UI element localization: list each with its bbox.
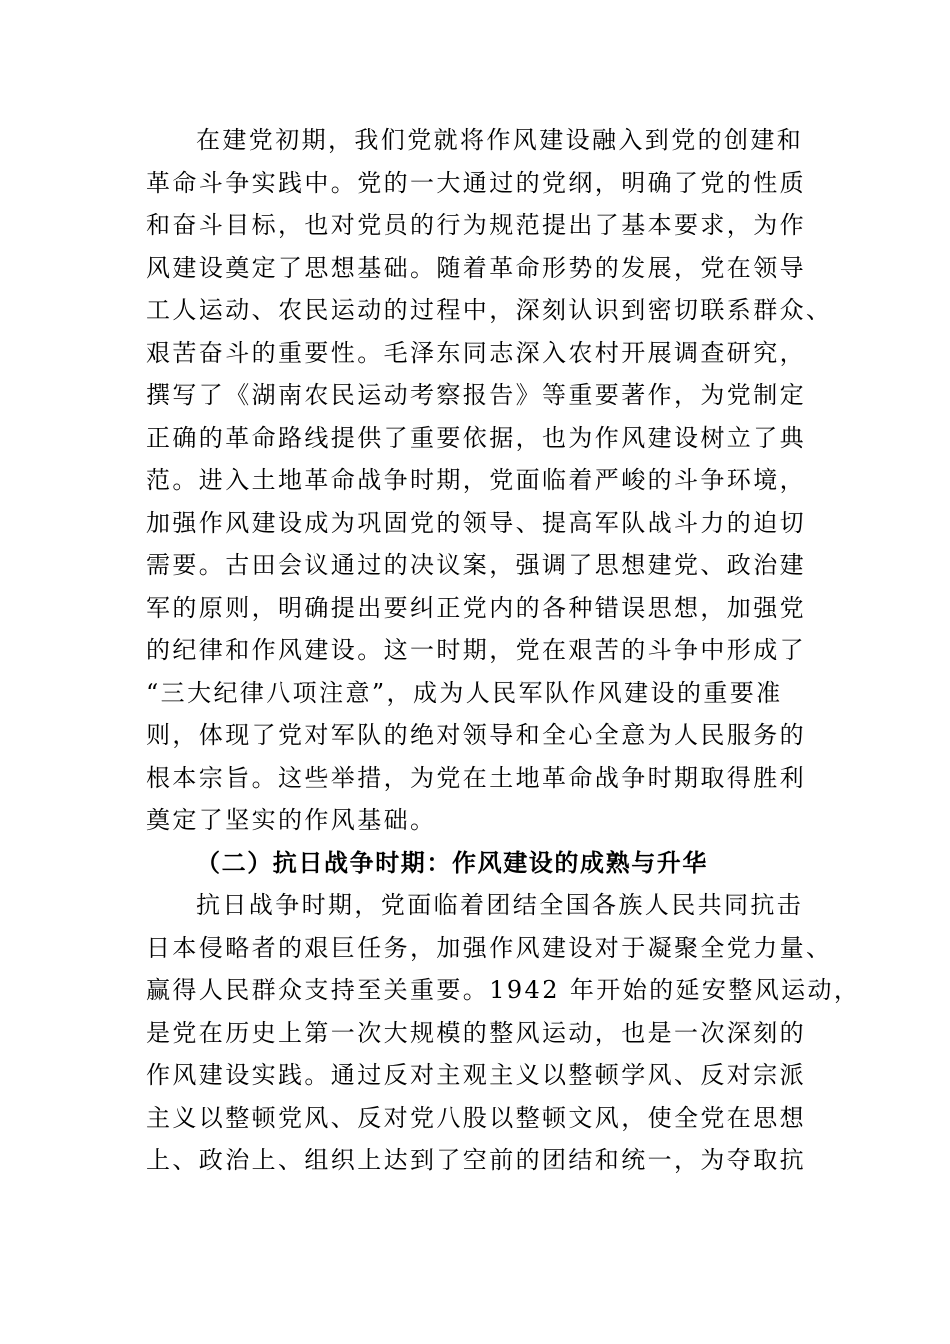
- paragraph-2: [146, 884, 861, 1182]
- paragraph-line: 范。进入土地革命战争时期，党面临着严峻的斗争环境，: [146, 466, 806, 494]
- paragraph-line: 则，体现了党对军队的绝对领导和全心全意为人民服务的: [146, 721, 806, 749]
- paragraph-line: 撰写了《湖南农民运动考察报告》等重要著作，为党制定: [146, 381, 806, 409]
- paragraph-line: 奠定了坚实的作风基础。: [146, 806, 437, 834]
- paragraph-line: 革命斗争实践中。党的一大通过的党纲，明确了党的性质: [146, 168, 806, 197]
- paragraph-line: 在建党初期，我们党就将作风建设融入到党的创建和: [196, 126, 804, 154]
- paragraph-line: 是党在历史上第一次大规模的整风运动，也是一次深刻的: [146, 1018, 806, 1047]
- paragraph-line: 作风建设实践。通过反对主观主义以整顿学风、反对宗派: [146, 1061, 806, 1089]
- paragraph-1: [146, 119, 833, 842]
- paragraph-line: 根本宗旨。这些举措，为党在土地革命战争时期取得胜利: [146, 763, 806, 792]
- paragraph-line: 日本侵略者的艰巨任务，加强作风建设对于凝聚全党力量、: [146, 933, 833, 962]
- paragraph-line: 的纪律和作风建设。这一时期，党在艰苦的斗争中形成了: [146, 636, 806, 664]
- paragraph-line: 艰苦奋斗的重要性。毛泽东同志深入农村开展调查研究，: [146, 338, 806, 367]
- paragraph-line: 赢得人民群众支持至关重要。1942 年开始的延安整风运动，: [146, 976, 861, 1004]
- paragraph-line: 风建设奠定了思想基础。随着革命形势的发展，党在领导: [146, 253, 806, 282]
- paragraph-line: 军的原则，明确提出要纠正党内的各种错误思想，加强党: [146, 593, 806, 622]
- paragraph-line: 需要。古田会议通过的决议案，强调了思想建党、政治建: [146, 551, 806, 579]
- paragraph-line: “三大纪律八项注意”，成为人民军队作风建设的重要准: [146, 678, 783, 707]
- paragraph-line: 和奋斗目标，也对党员的行为规范提出了基本要求，为作: [146, 211, 806, 239]
- document-body: [146, 119, 861, 1182]
- paragraph-line: 主义以整顿党风、反对党八股以整顿文风，使全党在思想: [146, 1103, 806, 1132]
- paragraph-line: 工人运动、农民运动的过程中，深刻认识到密切联系群众、: [146, 296, 833, 324]
- section-heading: （二）抗日战争时期：作风建设的成熟与升华: [196, 848, 708, 877]
- paragraph-line: 加强作风建设成为巩固党的领导、提高军队战斗力的迫切: [146, 508, 806, 537]
- paragraph-line: 正确的革命路线提供了重要依据，也为作风建设树立了典: [146, 423, 806, 452]
- paragraph-line: 抗日战争时期，党面临着团结全国各族人民共同抗击: [196, 891, 804, 919]
- paragraph-line: 上、政治上、组织上达到了空前的团结和统一，为夺取抗: [146, 1146, 806, 1174]
